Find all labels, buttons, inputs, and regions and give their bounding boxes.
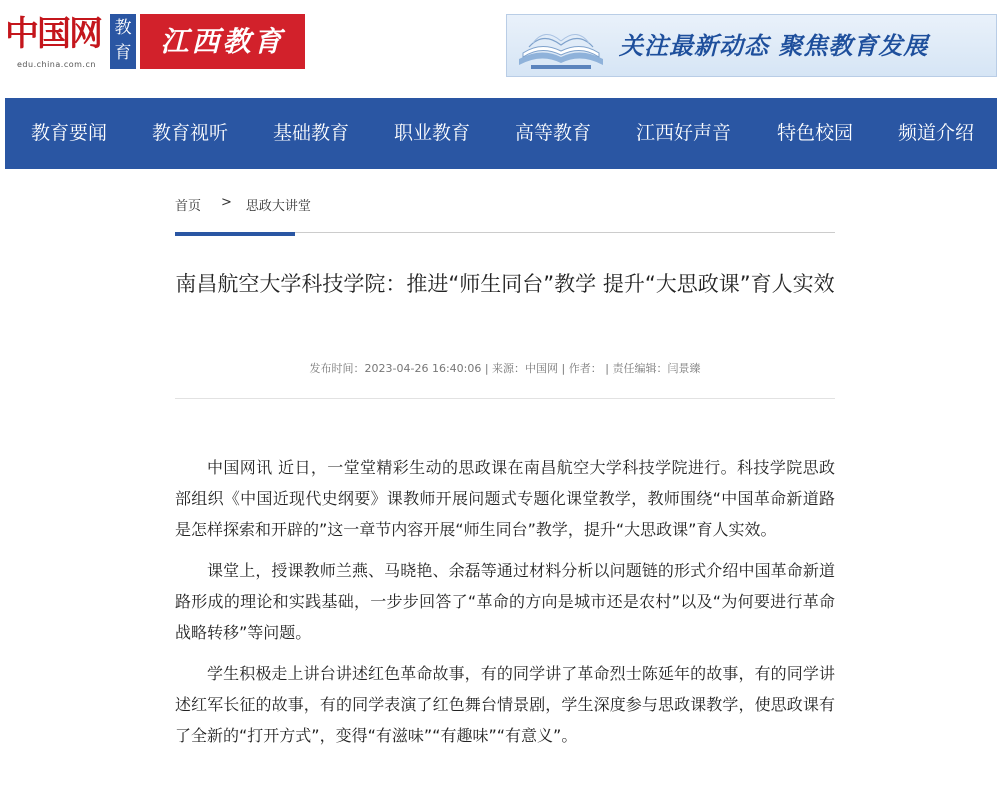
- logo-text: 中国网: [5, 14, 101, 54]
- header-banner: [506, 14, 997, 77]
- breadcrumb: [175, 195, 311, 214]
- channel-name[interactable]: 江西教育: [140, 14, 305, 69]
- books-icon: [511, 17, 611, 75]
- article-meta: 发布时间：2023-04-26 16:40:06 | 来源：中国网 | 作者： | 责任编辑：闫景臻: [309, 362, 701, 375]
- nav-item-jiangxi-voice[interactable]: 江西好声音: [636, 122, 732, 144]
- china-net-logo[interactable]: [5, 14, 105, 72]
- nav-item-campus[interactable]: 特色校园: [777, 122, 854, 144]
- article-paragraph: 学生积极走上讲台讲述红色革命故事，有的同学讲了革命烈士陈延年的故事，有的同学讲述红军长征的故事，有的同学表演了红色舞台情景剧，学生深度参与思政课教学，使思政课有了全新的“打开方式”，变得“有滋味”“有趣味”“有意义”。: [175, 664, 835, 745]
- edu-badge[interactable]: 教育: [110, 14, 136, 69]
- article-paragraph: 课堂上，授课教师兰燕、马晓艳、余磊等通过材料分析以问题链的形式介绍中国革命新道路形成的理论和实践基础，一步步回答了“革命的方向是城市还是农村”以及“为何要进行革命战略转移”等问题。: [175, 561, 835, 642]
- breadcrumb-separator: >: [221, 195, 232, 210]
- main-nav: [5, 98, 997, 169]
- breadcrumb-home[interactable]: 首页: [175, 199, 202, 214]
- article-paragraph: 中国网讯 近日，一堂堂精彩生动的思政课在南昌航空大学科技学院进行。科技学院思政部组织《中国近现代史纲要》课教师开展问题式专题化课堂教学，教师围绕“中国革命新道路是怎样探索和开辟的”这一章节内容开展“师生同台”教学，提升“大思政课”育人实效。: [175, 458, 835, 539]
- site-header: [0, 0, 997, 97]
- nav-item-news[interactable]: 教育要闻: [31, 122, 108, 144]
- breadcrumb-accent: [175, 232, 295, 236]
- nav-item-video[interactable]: 教育视听: [152, 122, 229, 144]
- nav-item-basic-edu[interactable]: 基础教育: [273, 122, 350, 144]
- breadcrumb-current[interactable]: 思政大讲堂: [245, 199, 311, 214]
- nav-item-about[interactable]: 频道介绍: [898, 122, 975, 144]
- meta-divider: [175, 398, 835, 399]
- banner-slogan: 关注最新动态 聚焦教育发展: [619, 31, 929, 60]
- article-body: [175, 452, 835, 761]
- article-title: 南昌航空大学科技学院：推进“师生同台”教学 提升“大思政课”育人实效: [175, 272, 835, 296]
- nav-item-higher-edu[interactable]: 高等教育: [515, 122, 592, 144]
- nav-item-vocational-edu[interactable]: 职业教育: [394, 122, 471, 144]
- logo-subtext: edu.china.com.cn: [17, 60, 96, 69]
